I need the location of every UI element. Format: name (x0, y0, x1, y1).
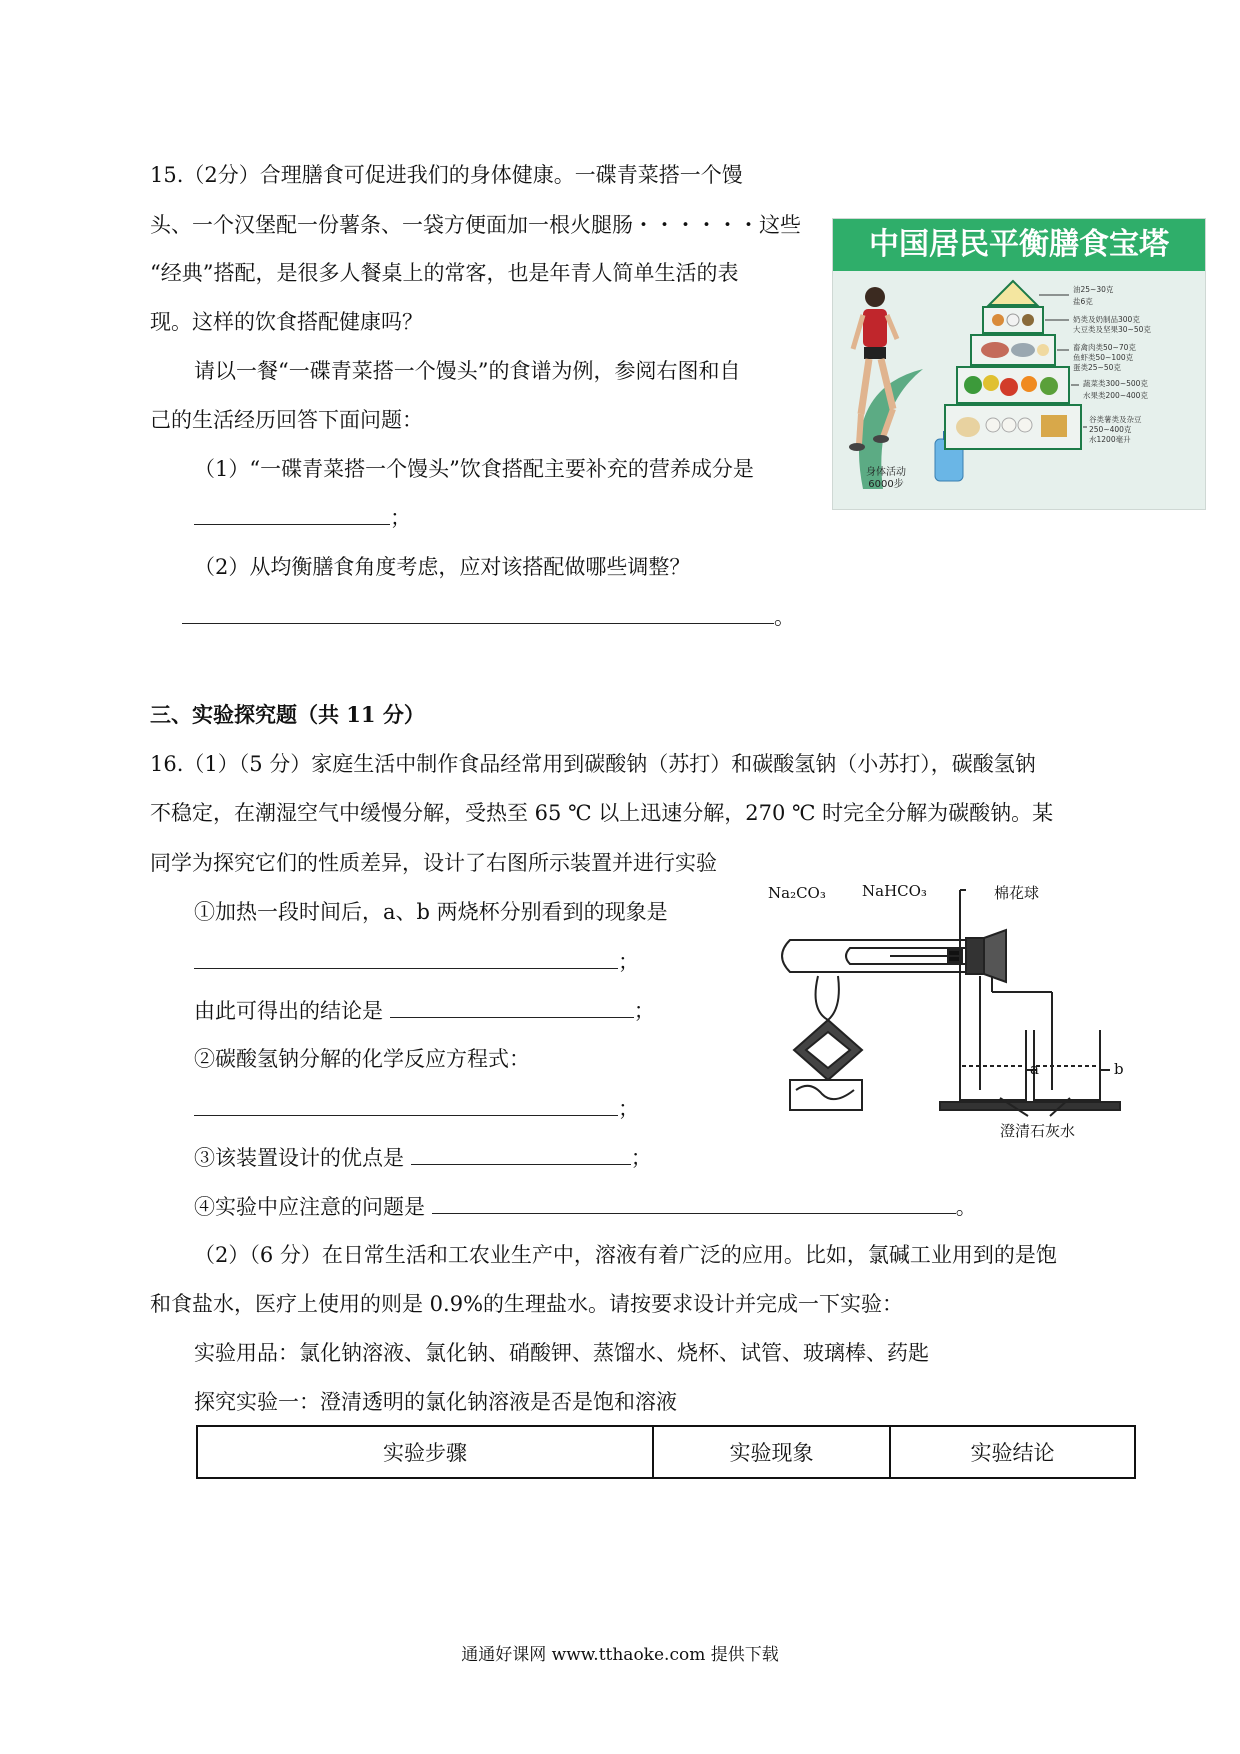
punctuation: 。 (955, 1195, 977, 1219)
q15-line-2: 头、一个汉堡配一份薯条、一袋方便面加一根火腿肠・・・・・・这些 (150, 213, 801, 237)
experiment-table (196, 1425, 1136, 1479)
poster-illustration (833, 219, 1205, 509)
q15-part-2-answer (182, 601, 795, 632)
conclusion-label: 由此可得出的结论是 (194, 999, 383, 1023)
activity-steps: 6000步 (868, 479, 904, 490)
cotton-label: 棉花球 (994, 884, 1040, 902)
na2co3-label: Na₂CO₃ (768, 884, 826, 902)
tier-label: 鱼虾类50~100克 (1073, 353, 1134, 362)
q16-step-1-answer (194, 946, 639, 977)
q16-step-2-answer (194, 1093, 639, 1124)
q15-line-3: “经典”搭配，是很多人餐桌上的常客，也是年青人简单生活的表 (150, 261, 739, 285)
q15-line-1: 15.（2分）合理膳食可促进我们的身体健康。一碟青菜搭一个馒 (150, 163, 743, 187)
punctuation: 。 (774, 605, 795, 629)
caution-label: ④实验中应注意的问题是 (194, 1195, 425, 1219)
beaker-a-label: a (1030, 1060, 1039, 1078)
table-header-row (197, 1426, 1135, 1478)
tier-label: 盐6克 (1073, 297, 1093, 306)
q16-conclusion (194, 995, 655, 1026)
answer-blank[interactable] (194, 502, 390, 525)
answer-blank[interactable] (182, 601, 774, 624)
header-steps: 实验步骤 (197, 1426, 653, 1478)
q15-line-6: 己的生活经历回答下面问题： (150, 408, 423, 432)
tier-label: 蛋类25~50克 (1073, 363, 1121, 372)
answer-blank[interactable] (390, 995, 634, 1018)
advantage-label: ③该装置设计的优点是 (194, 1146, 404, 1170)
q16-step-2: ②碳酸氢钠分解的化学反应方程式： (194, 1047, 530, 1071)
q16-step-4 (194, 1191, 977, 1222)
punctuation: ； (618, 950, 639, 974)
poster-title: 中国居民平衡膳食宝塔 (833, 219, 1205, 271)
q16-line-2: 不稳定，在潮湿空气中缓慢分解，受热至 65 ℃ 以上迅速分解，270 ℃ 时完全分解为碳酸钠。某 (150, 801, 1054, 825)
page-footer: 通通好课网 www.tthaoke.com 提供下载 (461, 1645, 779, 1665)
q16-step-3 (194, 1142, 652, 1173)
answer-blank[interactable] (194, 946, 618, 969)
beaker-b-label: b (1114, 1060, 1124, 1078)
tier-label: 250~400克 (1089, 425, 1132, 434)
limewater-label: 澄清石灰水 (1000, 1122, 1076, 1140)
pyramid (945, 281, 1081, 449)
q16-step-1: ①加热一段时间后，a、b 两烧杯分别看到的现象是 (194, 900, 668, 924)
nahco3-label: NaHCO₃ (862, 882, 927, 900)
apparatus-diagram (770, 880, 1140, 1155)
experiment-1-line: 探究实验一：澄清透明的氯化钠溶液是否是饱和溶液 (194, 1390, 677, 1414)
punctuation: ； (633, 999, 655, 1023)
activity-line: 身体活动 (866, 467, 906, 478)
header-conclusion: 实验结论 (890, 1426, 1135, 1478)
tier-label: 畜禽肉类50~70克 (1073, 343, 1136, 352)
q16-part-2-line-1: （2）（6 分）在日常生活和工农业生产中，溶液有着广泛的应用。比如，氯碱工业用到的是饱 (194, 1243, 1057, 1267)
apparatus-drawing (770, 880, 1140, 1155)
tier-label: 奶类及奶制品300克 (1073, 315, 1140, 324)
punctuation: ； (630, 1146, 652, 1170)
tier-label: 蔬菜类300~500克 (1083, 379, 1148, 388)
tier-label: 油25~30克 (1073, 285, 1114, 294)
food-pyramid-poster (832, 218, 1206, 510)
activity-label (866, 467, 906, 491)
answer-blank[interactable] (411, 1142, 631, 1165)
punctuation: ； (618, 1097, 639, 1121)
punctuation: ； (390, 506, 411, 530)
answer-blank[interactable] (432, 1191, 956, 1214)
tier-label: 水1200毫升 (1089, 435, 1131, 444)
tier-label: 大豆类及坚果30~50克 (1073, 325, 1151, 334)
q15-line-4: 现。这样的饮食搭配健康吗？ (150, 310, 423, 334)
q16-line-3: 同学为探究它们的性质差异，设计了右图所示装置并进行实验 (150, 851, 717, 875)
q16-part-2-line-2: 和食盐水，医疗上使用的则是 0.9%的生理盐水。请按要求设计并完成一下实验： (150, 1292, 904, 1316)
section-heading: 三、实验探究题（共 11 分） (150, 702, 425, 727)
tier-label: 水果类200~400克 (1083, 391, 1148, 400)
tier-label: 谷类薯类及杂豆 (1089, 415, 1142, 424)
header-phenomenon: 实验现象 (653, 1426, 890, 1478)
materials-line: 实验用品：氯化钠溶液、氯化钠、硝酸钾、蒸馏水、烧杯、试管、玻璃棒、药匙 (194, 1341, 929, 1365)
q15-line-5: 请以一餐“一碟青菜搭一个馒头”的食谱为例，参阅右图和自 (194, 359, 741, 383)
q16-line-1: 16.（1）（5 分）家庭生活中制作食品经常用到碳酸钠（苏打）和碳酸氢钠（小苏打），碳酸氢钠 (150, 752, 1036, 776)
q15-part-1-answer (194, 502, 411, 533)
answer-blank[interactable] (194, 1093, 618, 1116)
q15-part-2: （2）从均衡膳食角度考虑，应对该搭配做哪些调整？ (194, 555, 691, 579)
q15-part-1: （1）“一碟青菜搭一个馒头”饮食搭配主要补充的营养成分是 (194, 457, 754, 481)
